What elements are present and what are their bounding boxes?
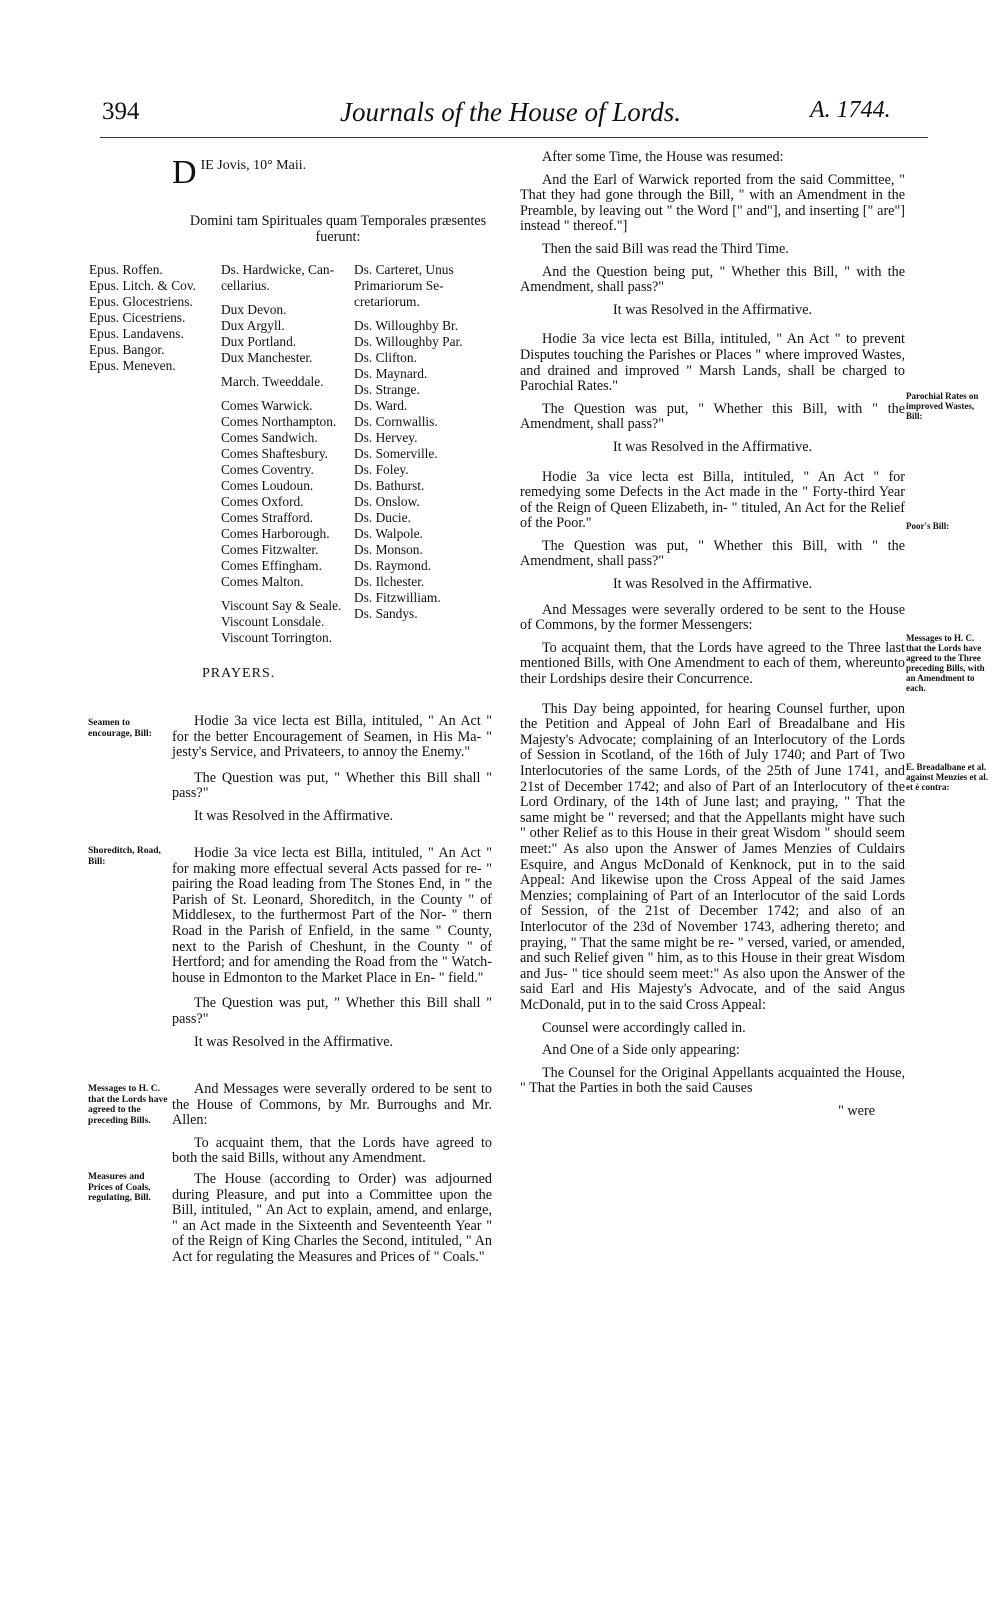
acquaint-text: To acquaint them, that the Lords have agreed to both the said Bills, without any Amendment. [172,1134,492,1167]
roster-bishops [89,262,211,374]
roster_col3-entry: Ds. Hervey. [354,430,418,445]
roster-gap [221,294,359,302]
journal-title: Journals of the House of Lords. [340,97,682,127]
roster_col2-entry: Comes Sandwich. [221,430,318,445]
roster_col3-entry: Ds. Foley. [354,462,409,477]
margin-note-parochial: Parochial Rates on improved Wastes, Bill: [906,391,979,421]
measures-text: The House (according to Order) was adjourned during Pleasure, and put into a Committee upon the Bill, intituled, " An Act to explain, amend, and enlarge, " an Act made in the Sixteenth and Seventeenth Year " of the Reign of King Charles the Second, intituled, " An Act for regulating the Measures and Prices of " Coals." [172,1171,492,1265]
resolved-text-1: It was Resolved in the Affirmative. [612,301,813,318]
roster_col2-entry: Comes Fitzwalter. [221,542,319,557]
right-column [520,150,905,1126]
catchword: " were [838,1102,875,1119]
resolved-text-2: It was Resolved in the Affirmative. [612,438,813,455]
roster_col3-entry: Ds. Strange. [354,382,420,397]
left-column-top [172,150,504,263]
roster_col2-entry: Comes Northampton. [221,414,337,429]
roster_col2-entry: Viscount Lonsdale. [221,614,325,629]
seamen-resolved: It was Resolved in the Affirmative. [194,807,394,824]
margin-note-shoreditch: Shoreditch, Road, Bill: [88,846,161,867]
roster_col2-entry: Comes Strafford. [221,510,313,525]
acquaint-text-2: To acquaint them, that the Lords have agreed to the Three last mentioned Bills, with One Amendment to each of them, whereunto their Lordships desire their Concurrence. [520,639,905,688]
roster_col1-entry: Epus. Litch. & Cov. [89,278,196,293]
roster_col1-entry: Epus. Bangor. [89,342,165,357]
shoreditch-bill-text: Hodie 3a vice lecta est Billa, intituled, " An Act " for making more effectual several Acts passed for re- " pairing the Road leading from The Stones End, in " the Parish of St. Leonard, Shoreditch, in the County " of Middlesex, to the furthermost Part of the Nor- " thern Road in the Parish of Enfield, in the same " County, next to the Parish of Cheshunt, in the County " of Hertford; and for amending the Road from the " Watch-house in Edmonton to the Market Place in En- " field." [172,845,492,986]
shoreditch-resolved: It was Resolved in the Affirmative. [194,1033,394,1050]
seamen-question: The Question was put, " Whether this Bill shall " pass?" [172,769,492,802]
margin-note-messages-2: Messages to H. C. that the Lords have agreed to the Three preceding Bills, with an Amendment to each. [906,633,985,693]
roster_col2-entry: Ds. Hardwicke, Can- [221,262,335,277]
shoreditch-question: The Question was put, " Whether this Bill shall " pass?" [172,995,492,1027]
page-number: 394 [102,98,140,125]
counsel-called-text: Counsel were accordingly called in. [542,1019,746,1036]
page-header [0,0,992,127]
prayers-heading: PRAYERS. [202,666,276,681]
messages-block [172,1082,492,1174]
roster_col1-entry: Epus. Landavens. [89,326,184,341]
messages-text-2: And Messages were severally ordered to be sent to the House of Commons, by the former Messengers: [520,601,905,634]
roster_col1-entry: Epus. Roffen. [89,262,163,277]
margin-note-poor: Poor's Bill: [906,521,950,531]
roster_col2-entry: Comes Effingham. [221,558,322,573]
roster_col2-entry: Comes Harborough. [221,526,330,541]
roster_col3-entry: Ds. Bathurst. [354,478,425,493]
journal-year: A. 1744. [810,97,891,123]
poor-bill-text: Hodie 3a vice lecta est Billa, intituled, " An Act " for remedying some Defects in the Act made in the " Forty-third Year of the Reign of Queen Elizabeth, in- " tituled, An Act for the Relief of the Poor." [520,468,905,532]
roster_col3-entry: Ds. Willoughby Br. [354,318,459,333]
roster-gap [221,366,359,374]
margin-note-breadalbane: E. Breadalbane et al. against Menzies et al. et è contra: [906,762,988,792]
roster_col1-entry: Epus. Meneven. [89,358,176,373]
roster_col3-entry: Ds. Monson. [354,542,423,557]
roster_col2-entry: Comes Warwick. [221,398,313,413]
question-text: And the Question being put, " Whether this Bill, " with the Amendment, shall pass?" [520,263,905,296]
roster_col3-entry: Ds. Walpole. [354,526,423,541]
roster_col2-entry: Viscount Torrington. [221,630,333,645]
margin-note-seamen: Seamen to encourage, Bill: [88,718,152,739]
roster_col1-entry: Epus. Glocestriens. [89,294,193,309]
drop-cap: D [172,154,197,191]
roster-gap [221,590,359,598]
roster_col3-entry: cretariorum. [354,294,420,309]
roster_col1-entry: Epus. Cicestriens. [89,310,186,325]
roster_col3-entry: Ds. Ward. [354,398,408,413]
roster_col2-entry: Dux Argyll. [221,318,285,333]
margin-note-measures: Measures and Prices of Coals, regulating, Bill. [88,1172,151,1203]
one-side-text: And One of a Side only appearing: [542,1042,740,1059]
roster_col3-entry: Primariorum Se- [354,278,444,293]
roster_col3-entry: Ds. Cornwallis. [354,414,438,429]
roster_col2-entry: March. Tweeddale. [221,374,324,389]
roster_col2-entry: Comes Oxford. [221,494,304,509]
attendance-heading: Domini tam Spirituales quam Temporales præsentes fuerunt: [189,213,487,245]
report-text: And the Earl of Warwick reported from the said Committee, " That they had gone through the Bill, " with an Amendment in the Preamble, by leaving out " the Word [" and"], and inserting [" are"] instead " thereof."] [520,171,905,235]
parochial-bill-text: Hodie 3a vice lecta est Billa, intituled, " An Act " to prevent Disputes touching the Parishes or Places " where improved Wastes, and drained and improved " Marsh Lands, shall be charged to Parochial Rates." [520,331,905,395]
header-rule [100,137,928,138]
roster_col3-entry: Ds. Onslow. [354,494,420,509]
margin-note-messages: Messages to H. C. that the Lords have agreed to the preceding Bills. [88,1084,168,1126]
roster_col3-entry: Ds. Carteret, Unus [354,262,454,277]
roster_col3-entry: Ds. Sandys. [354,606,418,621]
roster-gap [221,390,359,398]
messages-text: And Messages were severally ordered to be sent to the House of Commons, by Mr. Burroughs and Mr. Allen: [172,1081,492,1129]
roster_col3-entry: Ds. Raymond. [354,558,431,573]
roster_col3-entry: Ds. Fitzwilliam. [354,590,441,605]
resolved-text-3: It was Resolved in the Affirmative. [612,576,813,593]
seamen-bill-text: Hodie 3a vice lecta est Billa, intituled, " An Act " for the better Encouragement of Seamen, in His Ma- " jesty's Service, and Privateers, to annoy the Enemy." [172,713,492,761]
roster_col3-entry: Ds. Somerville. [354,446,438,461]
seamen-bill-block [172,714,492,832]
roster_col2-entry: Dux Manchester. [221,350,313,365]
shoreditch-bill-block [172,846,492,1057]
attendance-roster [89,262,509,645]
resumed-text: After some Time, the House was resumed: [542,149,784,165]
roster_col2-entry: cellarius. [221,278,270,293]
roster_col3-entry: Ds. Willoughby Par. [354,334,463,349]
roster_col3-entry: Ds. Clifton. [354,350,417,365]
date-heading: D IE Jovis, 10° Maii. [172,154,307,191]
parochial-question: The Question was put, " Whether this Bill, with " the Amendment, shall pass?" [520,400,905,433]
roster_col2-entry: Comes Malton. [221,574,304,589]
roster_col2-entry: Comes Shaftesbury. [221,446,328,461]
roster_col2-entry: Dux Portland. [221,334,297,349]
third-reading-text: Then the said Bill was read the Third Time. [542,240,789,257]
measures-block [172,1172,492,1273]
roster_col2-entry: Comes Loudoun. [221,478,314,493]
poor-question: The Question was put, " Whether this Bill, with " the Amendment, shall pass?" [520,537,905,570]
roster_col3-entry: Ds. Maynard. [354,366,428,381]
counsel-acquainted-text: The Counsel for the Original Appellants acquainted the House, " That the Parties in both the said Causes [520,1064,905,1097]
roster-barons [354,262,514,622]
roster-peers [221,262,359,646]
roster_col2-entry: Comes Coventry. [221,462,314,477]
roster_col2-entry: Dux Devon. [221,302,287,317]
roster_col2-entry: Viscount Say & Seale. [221,598,342,613]
breadalbane-appeal-text: This Day being appointed, for hearing Counsel further, upon the Petition and Appeal of John Earl of Breadalbane and His Majesty's Advocate; complaining of an Interlocutory of the Lords of Session in Scotland, of the 16th of July 1740; and Part of Two Interlocutories of the same Lords, of the 25th of June 1741, and 21st of December 1742; and also of Part of an Interlocutory of the Lord Ordinary, of the 14th of June last; and praying, " That the same might be " reversed; and that the Appellants might have such " other Relief as to this House in their great Wisdom " should seem meet:" As also upon the Answer of James Menzies of Culdairs Esquire, and Angus McDonald of Kenknock, put in to the said Appeal: And likewise upon the Cross Appeal of the said James Menzies; complaining of Part of an Interlocutor of the said Lords of Session, of the 21st of December 1742; and also of an Interlocutor of the 23d of November 1743, adhering thereto; and praying, " That the same might be re- " versed, varied, or amended, and such Relief given " him, as to this House in their great Wisdom and Jus- " tice should seem meet:" As also upon the Answer of the said Earl and His Majesty's Advocate, and of the said Angus McDonald, put in to the said Cross Appeal: [520,700,905,1013]
roster_col3-entry: Ds. Ducie. [354,510,411,525]
roster_col3-entry: Ds. Ilchester. [354,574,425,589]
roster-gap [354,310,514,318]
